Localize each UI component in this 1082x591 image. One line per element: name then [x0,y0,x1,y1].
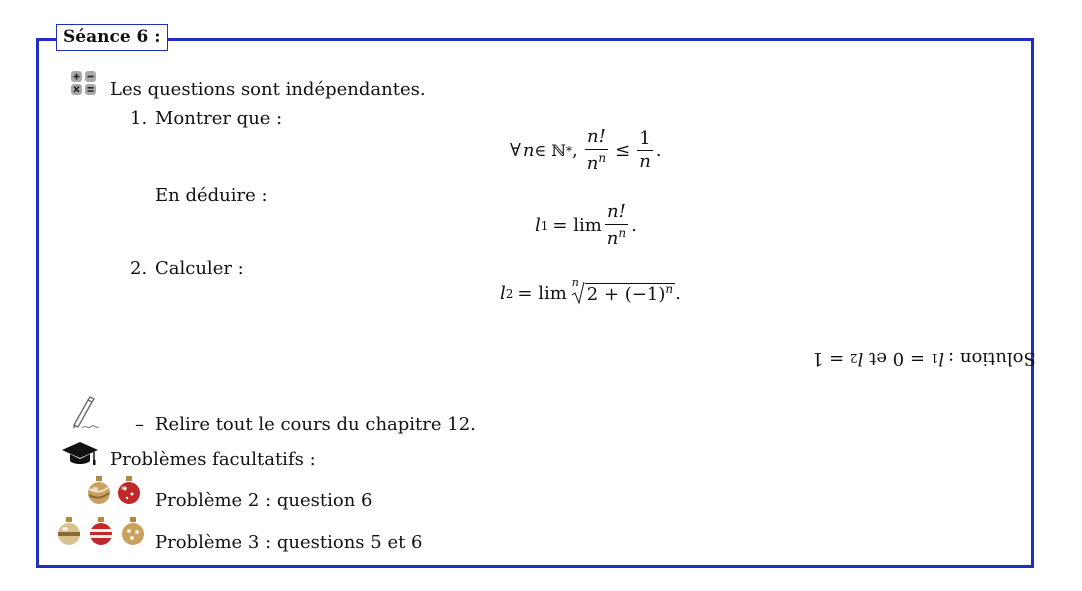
fraction-one-over-n [637,127,653,173]
christmas-ornament-icon [116,475,142,505]
in-set: ∈ ℕ [534,141,567,161]
optional-item-2: Problème 3 : questions 5 et 6 [155,532,423,553]
homework-bullet: – [135,414,144,435]
limit-end: . [631,215,637,237]
q1-formula [510,128,662,174]
q1-label: Montrer que : [155,108,283,129]
q2-label: Calculer : [155,258,244,279]
fraction-den: $n^n$ [606,225,627,249]
forall-symbol: ∀ [510,140,521,162]
fraction-num: 1 [637,130,652,152]
christmas-ornament-icon [88,516,114,546]
set-star: * [566,143,573,158]
leq-symbol: ≤ [615,140,631,162]
optional-title: Problèmes facultatifs : [110,449,316,470]
intro-text: Les questions sont indépendantes. [110,79,426,100]
q1-number: 1. [130,108,148,129]
l2-sub: 2 [505,286,514,301]
christmas-ornament-icon [56,516,82,546]
fraction-num: n! [585,128,608,150]
fraction-factorial [585,128,608,174]
ornament-group-2 [56,516,146,546]
fraction-num: n! [605,203,628,225]
root-index: n [571,276,579,289]
formula-end: . [655,140,662,162]
solution-upside-down: Solution : l 1 = 0 et l 2 = 1 [812,348,1036,369]
ornament-group-1 [86,475,142,505]
l1-sub: 1 [540,218,549,233]
lim-text: = lim [517,283,567,304]
lim-text: = lim [552,215,602,237]
seance-title: Séance 6 : [56,24,168,51]
graduation-cap-icon [60,440,100,468]
var-n: n [522,140,535,162]
optional-item-1: Problème 2 : question 6 [155,490,373,511]
l1-symbol: l [535,215,541,237]
limit-l2 [500,276,681,305]
limit-end: . [675,283,681,304]
calculator-icon [70,70,98,96]
limit-l1 [535,203,637,249]
nth-root [571,276,675,305]
fraction-den: n [639,151,651,173]
homework-text: Relire tout le cours du chapitre 12. [155,414,476,435]
q2-number: 2. [130,258,148,279]
radicand: $2 + (-1)^n$ [586,282,674,305]
deduce-label: En déduire : [155,185,268,206]
fraction-factorial [605,203,628,249]
formula-comma: , [572,140,578,162]
pencil-icon [68,396,102,432]
radical-sign [571,282,675,305]
christmas-ornament-icon [86,475,112,505]
christmas-ornament-icon [120,516,146,546]
fraction-den: $n^n$ [586,150,607,174]
l2-symbol: l [500,283,506,304]
